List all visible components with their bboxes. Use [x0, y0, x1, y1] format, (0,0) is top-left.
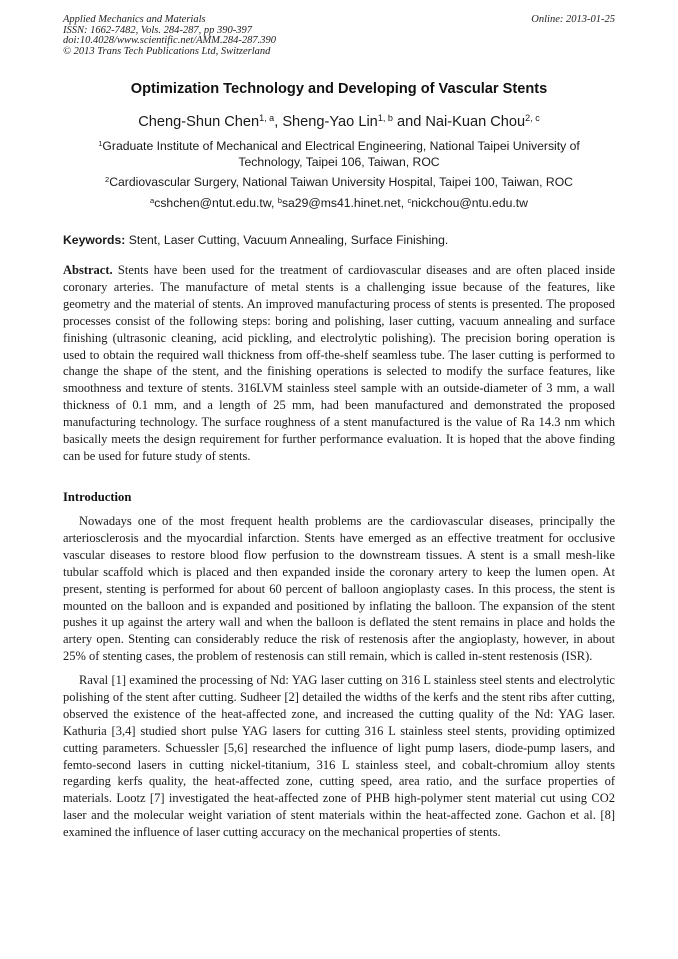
introduction-paragraph-1: Nowadays one of the most frequent health problems are the cardiovascular diseases, principally the arteriosclerosis and the myocardial infarction. Stents have emerged as an effective treatment for occlusive vascular diseases to restore blood flow perfusion to the downstream tissues. A stent is a small mesh-like tubular scaffold which is placed and then expanded inside the coronary artery to keep the lumen open. At present, stenting is performed for about 60 percent of balloon angioplasty cases. In this process, the stent is mounted on the balloon and is expanded and positioned by inflating the balloon. The expansion of the stent pushes it up against the artery wall and when the balloon is deflated the stent remains in place and holds the artery open. Stenting can considerably reduce the risk of restenosis after the angioplasty, however, in about 25% of stenting cases, the problem of restenosis can still remain, which is called in-stent restenosis (ISR). [63, 514, 615, 664]
affiliation-marker: 2 [105, 174, 110, 184]
email-marker: b [277, 195, 282, 205]
author-separator: , [274, 114, 283, 130]
journal-name: Applied Mechanics and Materials [63, 14, 206, 25]
abstract-text: Stents have been used for the treatment of cardiovascular diseases and are often placed inside coronary arteries. The manufacture of metal stents is a challenging issue because of the features, like geometry and the material of stents. An improved manufacturing process of stents is presented. The proposed processes consist of the following steps: boring and polishing, laser cutting, vacuum annealing and surface finishing (ultrasonic cleaning, acid pickling, and electrolytic polishing). The precision boring operation is used to obtain the required wall thickness from off-the-shelf seamless tube. The laser cutting is performed to change the shape of the stent, and the finishing operations is selected to modify the surface features, like smoothness and texture of stents. 316LVM stainless steel sample with an outside-diameter of 3 mm, a wall thickness of 0.1 mm, and a length of 25 mm, had been manufactured and demonstrated the proposed manufacturing technology. The surface roughness of a stent manufactured is the value of Ra 14.3 nm which basically meets the design requirement for further performance evaluation. It is hoped that the above finding can be used for future study of stents. [63, 263, 615, 463]
email-separator: , [270, 196, 278, 210]
author-affiliation-marker: 1, a [259, 113, 275, 124]
author-name: Sheng-Yao Lin [282, 114, 378, 130]
email-list [40, 196, 638, 210]
doi-line: doi:10.4028/www.scientific.net/AMM.284-287.390 [63, 35, 276, 47]
affiliation-text: Cardiovascular Surgery, National Taiwan University Hospital, Taipei 100, Taiwan, ROC [109, 175, 573, 189]
introduction-paragraph-2: Raval [1] examined the processing of Nd: YAG laser cutting on 316 L stainless steel stents and electrolytic polishing of the stent after cutting. Sudheer [2] detailed the widths of the kerfs and the stent ribs after cutting, observed the existence of the heat-affected zone, and increased the cutting quality of the Nd: YAG laser. Kathuria [3,4] studied short pulse YAG lasers for cutting 316 L stainless steel stents, providing optimized cutting parameters. Schuessler [5,6] researched the influence of light pump lasers, diode-pump lasers, and femto-second lasers in cutting nickel-titanium, 316 L stainless steel, and cobalt-chromium alloy stents regarding kerfs quality, the heat-affected zone, cutting speed, area ratio, and the surface properties of materials. Lootz [7] investigated the heat-affected zone of PHB high-polymer stent material cut using CO2 laser and the molecular weight variation of stent materials within the heat-affected zone. Gachon et al. [8] examined the influence of laser cutting accuracy on the mechanical properties of stents. [63, 673, 615, 840]
introduction-heading: Introduction [63, 490, 132, 504]
affiliation-text: Graduate Institute of Mechanical and Electrical Engineering, National Taipei University of Technology, Taipei 106, Taiwan, ROC [102, 139, 580, 169]
email-separator: , [400, 196, 408, 210]
keywords-line [63, 233, 615, 247]
affiliation-2 [40, 174, 638, 190]
email-address[interactable]: sa29@ms41.hinet.net [281, 196, 401, 210]
online-date: Online: 2013-01-25 [531, 14, 615, 25]
author-list [40, 114, 638, 130]
abstract-paragraph [63, 262, 615, 465]
journal-header [63, 15, 615, 57]
affiliation-marker: 1 [98, 138, 103, 148]
email-address[interactable]: nickchou@ntu.edu.tw [411, 196, 528, 210]
keywords-text: Stent, Laser Cutting, Vacuum Annealing, Surface Finishing. [125, 233, 449, 247]
keywords-label: Keywords: [63, 233, 126, 247]
author-separator: and [392, 114, 426, 130]
email-address[interactable]: cshchen@ntut.edu.tw [154, 196, 271, 210]
author-affiliation-marker: 1, b [377, 113, 393, 124]
email-marker: c [407, 195, 412, 205]
author-affiliation-marker: 2, c [525, 113, 540, 124]
abstract-label: Abstract. [63, 263, 113, 277]
copyright-line: © 2013 Trans Tech Publications Ltd, Switzerland [63, 45, 271, 57]
affiliation-1 [80, 138, 598, 170]
author-name: Cheng-Shun Chen [138, 114, 260, 130]
email-marker: a [150, 195, 155, 205]
issn-line: ISSN: 1662-7482, Vols. 284-287, pp 390-397 [63, 24, 252, 36]
paper-title: Optimization Technology and Developing of Vascular Stents [130, 81, 548, 97]
author-name: Nai-Kuan Chou [425, 114, 526, 130]
